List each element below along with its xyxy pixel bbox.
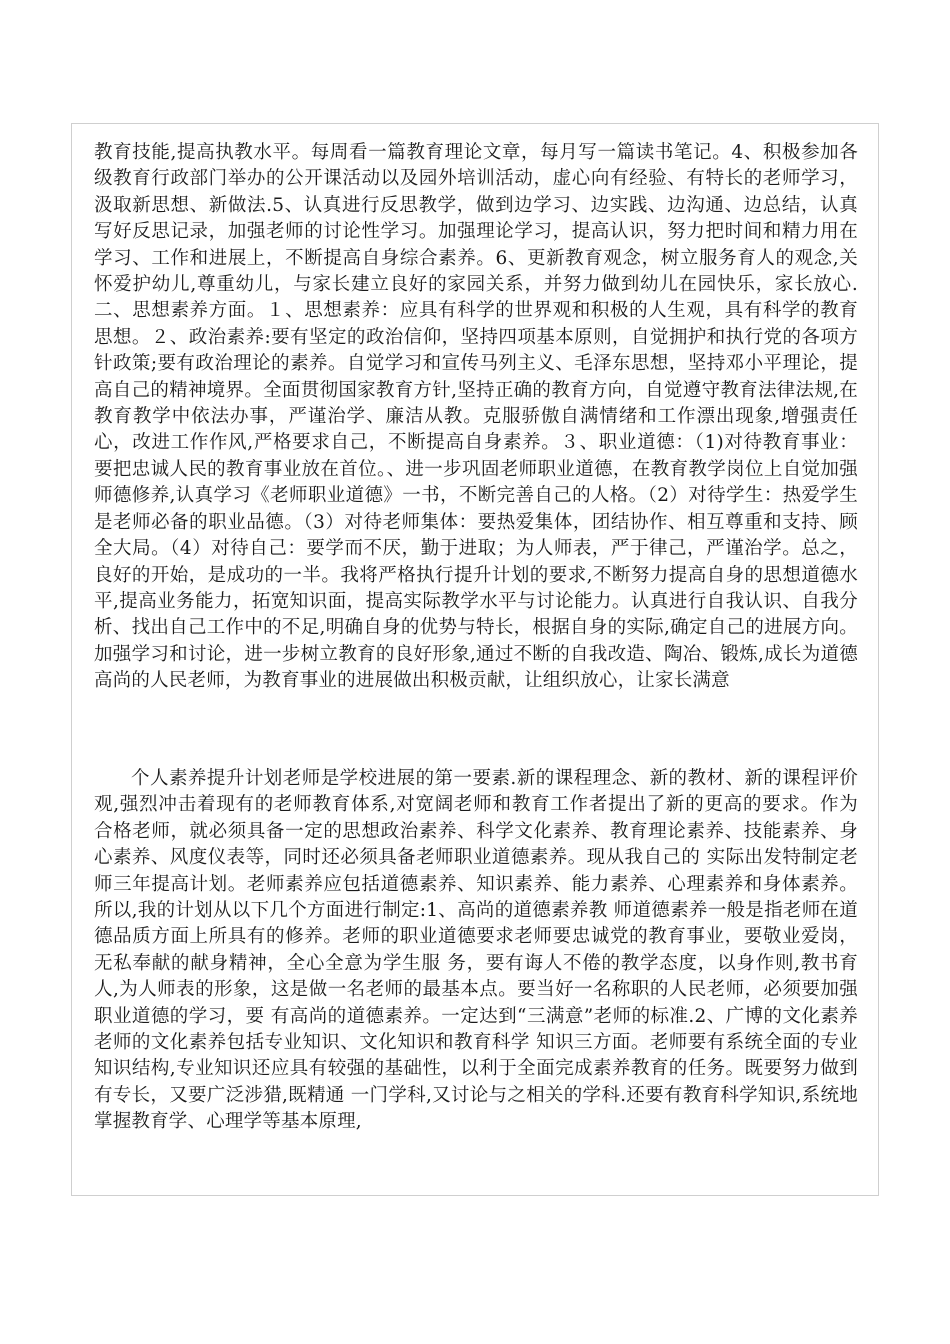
body-paragraph-1: 教育技能,提高执教水平。每周看一篇教育理论文章，每月写一篇读书笔记。4、积极参加各级教育行政部门举办的公开课活动以及园外培训活动，虚心向有经验、有特长的老师学习，汲取新思想、新做法.5、认真进行反思教学，做到边学习、边实践、边沟通、边总结，认真写好反思记录，加强老师的讨论性学习。加强理论学习，提高认识，努力把时间和精力用在学习、工作和进展上，不断提高自身综合素养。6、更新教育观念，树立服务育人的观念,关怀爱护幼儿,尊重幼儿，与家长建立良好的家园关系，并努力做到幼儿在园快乐，家长放心.二、思想素养方面。１、思想素养：应具有科学的世界观和积极的人生观，具有科学的教育思想。２、政治素养:要有坚定的政治信仰，坚持四项基本原则，自觉拥护和执行党的各项方针政策;要有政治理论的素养。自觉学习和宣传马列主义、毛泽东思想，坚持邓小平理论，提高自己的精神境界。全面贯彻国家教育方针,坚持正确的教育方向，自觉遵守教育法律法规,在教育教学中依法办事，严谨治学、廉洁从教。克服骄傲自满情绪和工作漂出现象,增强责任心，改进工作作风,严格要求自己，不断提高自身素养。３、职业道德：（1)对待教育事业：要把忠诚人民的教育事业放在首位。、进一步巩固老师职业道德，在教育教学岗位上自觉加强师德修养,认真学习《老师职业道德》一书，不断完善自己的人格。（2）对待学生：热爱学生是老师必备的职业品德。（3）对待老师集体：要热爱集体，团结协作、相互尊重和支持、顾全大局。（4）对待自己：要学而不厌，勤于进取；为人师表，严于律己，严谨治学。总之，良好的开始，是成功的一半。我将严格执行提升计划的要求,不断努力提高自身的思想道德水平,提高业务能力，拓宽知识面，提高实际教学水平与讨论能力。认真进行自我认识、自我分析、找出自己工作中的不足,明确自身的优势与特长，根据自身的实际,确定自己的进展方向。加强学习和讨论，进一步树立教育的良好形象,通过不断的自我改造、陶冶、锻炼,成长为道德高尚的人民老师，为教育事业的进展做出积极贡献，让组织放心，让家长满意	[94, 142, 858, 692]
body-paragraph-2: 个人素养提升计划老师是学校进展的第一要素.新的课程理念、新的教材、新的课程评价观,强烈冲击着现有的老师教育体系,对宽阔老师和教育工作者提出了新的更高的要求。作为 合格老师，就必须具备一定的思想政治素养、科学文化素养、教育理论素养、技能素养、身心素养、风度仪表等，同时还必须具备老师职业道德素养。现从我自己的 实际出发特制定老师三年提高计划。老师素养应包括道德素养、知识素养、能力素养、心理素养和身体素养。所以,我的计划从以下几个方面进行制定:1、高尚的道德素养教 师道德素养一般是指老师在道德品质方面上所具有的修养。老师的职业道德要求老师要忠诚党的教育事业，要敬业爱岗，无私奉献的献身精神，全心全意为学生服 务，要有诲人不倦的教学态度，以身作则,教书育人,为人师表的形象，这是做一名老师的最基本点。要当好一名称职的人民老师，必须要加强职业道德的学习，要 有高尚的道德素养。一定达到“三满意”老师的标准.2、广博的文化素养老师的文化素养包括专业知识、文化知识和教育科学 知识三方面。老师要有系统全面的专业知识结构,专业知识还应具有较强的基础性，以利于全面完成素养教育的任务。既要努力做到有专长，又要广泛涉猎,既精通 一门学科,又讨论与之相关的学科.还要有教育科学知识,系统地掌握教育学、心理学等基本原理,	[94, 768, 858, 1133]
document-page	[71, 123, 879, 1196]
